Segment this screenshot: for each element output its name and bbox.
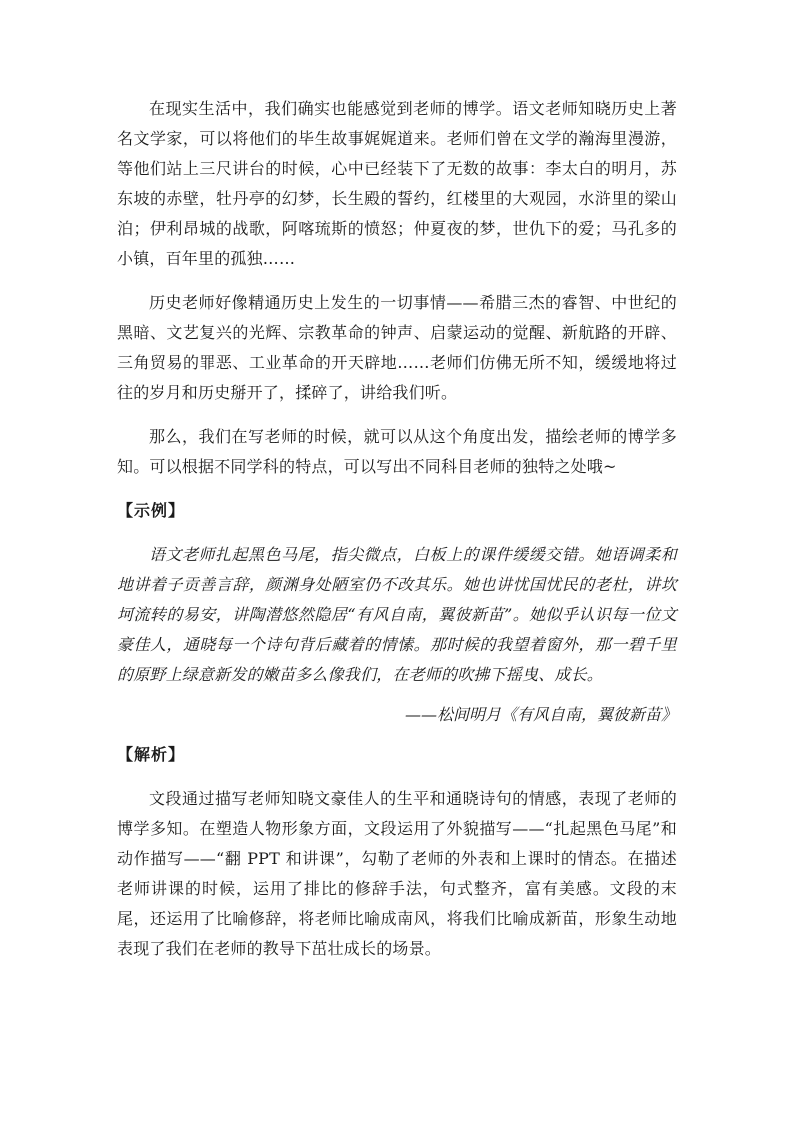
intro-paragraph-3: 那么，我们在写老师的时候，就可以从这个角度出发，描绘老师的博学多知。可以根据不同学科的特点，可以写出不同科目老师的独特之处哦~	[117, 427, 677, 476]
example-heading: 【示例】	[117, 501, 186, 520]
intro-paragraph-1: 在现实生活中，我们确实也能感觉到老师的博学。语文老师知晓历史上著名文学家，可以将他们的毕生故事娓娓道来。老师们曾在文学的瀚海里漫游，等他们站上三尺讲台的时候，心中已经装下了无数的故事：李太白的明月，苏东坡的赤壁，牡丹亭的幻梦，长生殿的誓约，红楼里的大观园，水浒里的梁山泊；伊利昂城的战歌，阿喀琉斯的愤怒；仲夏夜的梦，世仇下的爱；马孔多的小镇，百年里的孤独……	[117, 99, 677, 268]
analysis-heading: 【解析】	[117, 745, 186, 764]
example-source: ——松间明月《有风自南，翼彼新苗》	[404, 705, 677, 724]
document-page	[117, 94, 677, 964]
example-paragraph: 语文老师扎起黑色马尾，指尖微点，白板上的课件缓缓交错。她语调柔和地讲着子贡善言辞，颜渊身处陋室仍不改其乐。她也讲忧国忧民的老杜，讲坎坷流转的易安，讲陶潜悠然隐居“有风自南，翼彼新苗”。她似乎认识每一位文豪佳人，通晓每一个诗句背后藏着的情愫。那时候的我望着窗外，那一碧千里的原野上绿意新发的嫩苗多么像我们，在老师的吹拂下摇曳、成长。	[117, 545, 677, 684]
intro-paragraph-2: 历史老师好像精通历史上发生的一切事情——希腊三杰的睿智、中世纪的黑暗、文艺复兴的光辉、宗教革命的钟声、启蒙运动的觉醒、新航路的开辟、三角贸易的罪恶、工业革命的开天辟地……老师们仿佛无所不知，缓缓地将过往的岁月和历史掰开了，揉碎了，讲给我们听。	[117, 293, 677, 402]
analysis-paragraph: 文段通过描写老师知晓文豪佳人的生平和通晓诗句的情感，表现了老师的博学多知。在塑造人物形象方面，文段运用了外貌描写——“扎起黑色马尾”和动作描写——“翻 PPT 和讲课”，勾勒了老师的外表和上课时的情态。在描述老师讲课的时候，运用了排比的修辞手法，句式整齐，富有美感。文段的末尾，还运用了比喻修辞，将老师比喻成南风，将我们比喻成新苗，形象生动地表现了我们在老师的教导下茁壮成长的场景。	[117, 789, 677, 958]
